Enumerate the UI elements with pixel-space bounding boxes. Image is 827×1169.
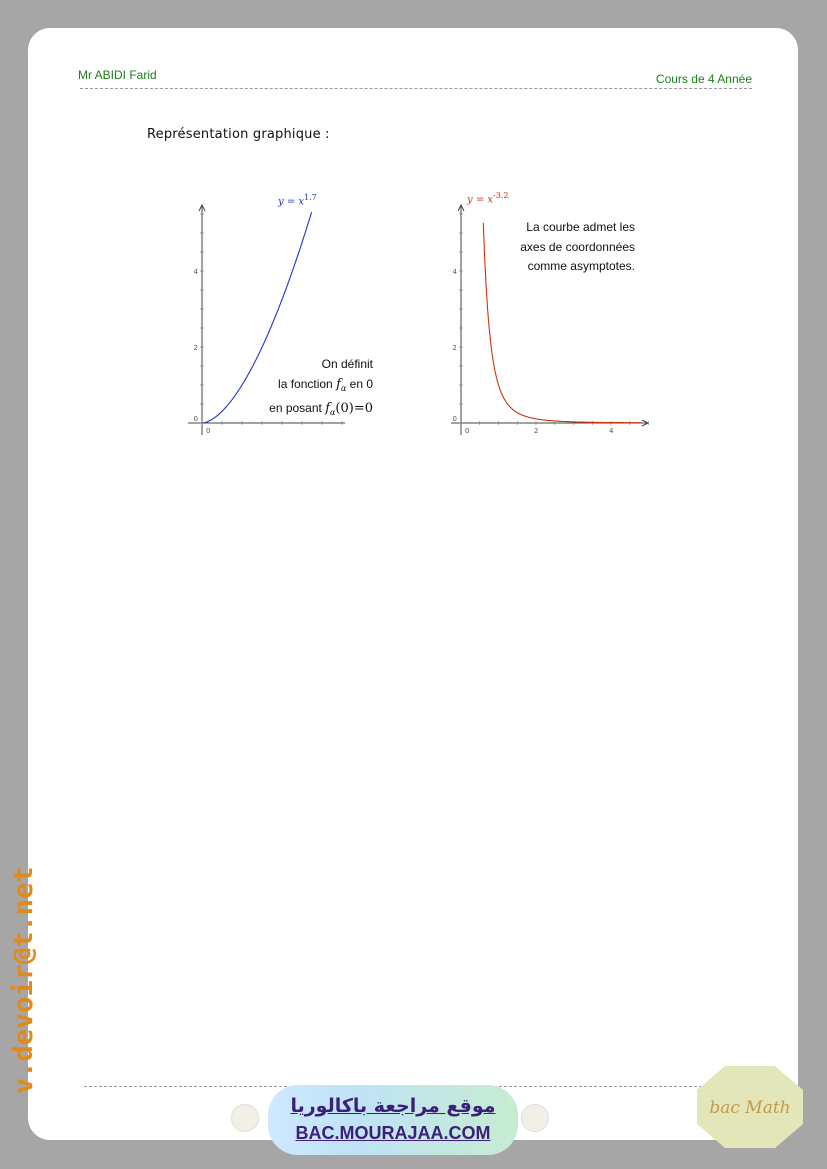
banner-right-badge-icon <box>521 1104 549 1132</box>
graph2-x-tick-label: 4 <box>609 427 614 435</box>
graph2-x-tick-label: 0 <box>465 427 470 435</box>
graph2-note-line3: comme asymptotes. <box>527 259 635 273</box>
graph2-y-tick-label: 4 <box>452 268 457 276</box>
watermark <box>5 830 41 1100</box>
graph1-note-line2 <box>208 374 373 399</box>
graph1-note-line1: On définit <box>321 357 373 371</box>
graph1-note-line3 <box>208 398 373 423</box>
graph1-note-line3-text: en posant <box>269 401 322 415</box>
graph1-label-exp: 1.7 <box>304 193 317 202</box>
graph1-note-math: f <box>325 401 331 416</box>
graph1-note-line2-text: la fonction <box>278 377 333 391</box>
graph1-note-func-sub: α <box>340 384 347 393</box>
graph2-label-base: y = x <box>467 194 494 206</box>
graph1-label-base: y = x <box>278 196 305 208</box>
banner-url[interactable]: BAC.MOURAJAA.COM <box>295 1123 491 1143</box>
bac-mourajaa-banner[interactable] <box>268 1085 518 1155</box>
watermark-text: v.devoir@t.net <box>8 866 39 1094</box>
graph1-note-line2-tail: en 0 <box>349 377 373 391</box>
graph1-y-tick-label: 0 <box>193 415 198 423</box>
section-title: Représentation graphique : <box>147 127 330 142</box>
graph2-note-line2: axes de coordonnées <box>520 239 635 254</box>
graph2-y-tick-label: 0 <box>452 415 457 423</box>
graph1-note-math-tail: (0)=0 <box>335 401 373 416</box>
graph1-y-tick-label: 2 <box>193 344 198 352</box>
graph1-note-math-sub: α <box>330 408 336 417</box>
graph1-note-func: f <box>336 377 341 392</box>
graph2-note-line1: La courbe admet les <box>526 220 635 234</box>
graph1-x-tick-label: 0 <box>206 427 211 435</box>
graph2-label-exp: -3.2 <box>493 191 509 200</box>
graph2-x-tick-label: 2 <box>534 427 539 435</box>
graph2-y-tick-label: 2 <box>452 344 457 352</box>
banner-left-badge-icon <box>231 1104 259 1132</box>
logo-text: bac Math <box>709 1098 791 1118</box>
bac-math-logo <box>697 1066 803 1148</box>
graph-power-negative <box>413 173 653 435</box>
graph1-y-tick-label: 4 <box>193 268 198 276</box>
document-page <box>28 28 798 1140</box>
graph1-note <box>208 354 373 423</box>
graph1-curve-label <box>278 193 317 207</box>
header-divider <box>80 88 752 89</box>
banner-arabic-text: موقع مراجعة باكالوريا <box>290 1095 496 1117</box>
header-course: Cours de 4 Année <box>655 72 752 86</box>
graph2-curve-label <box>467 191 508 205</box>
header-author: Mr ABIDI Farid <box>78 68 157 82</box>
graph2-note <box>468 218 635 277</box>
